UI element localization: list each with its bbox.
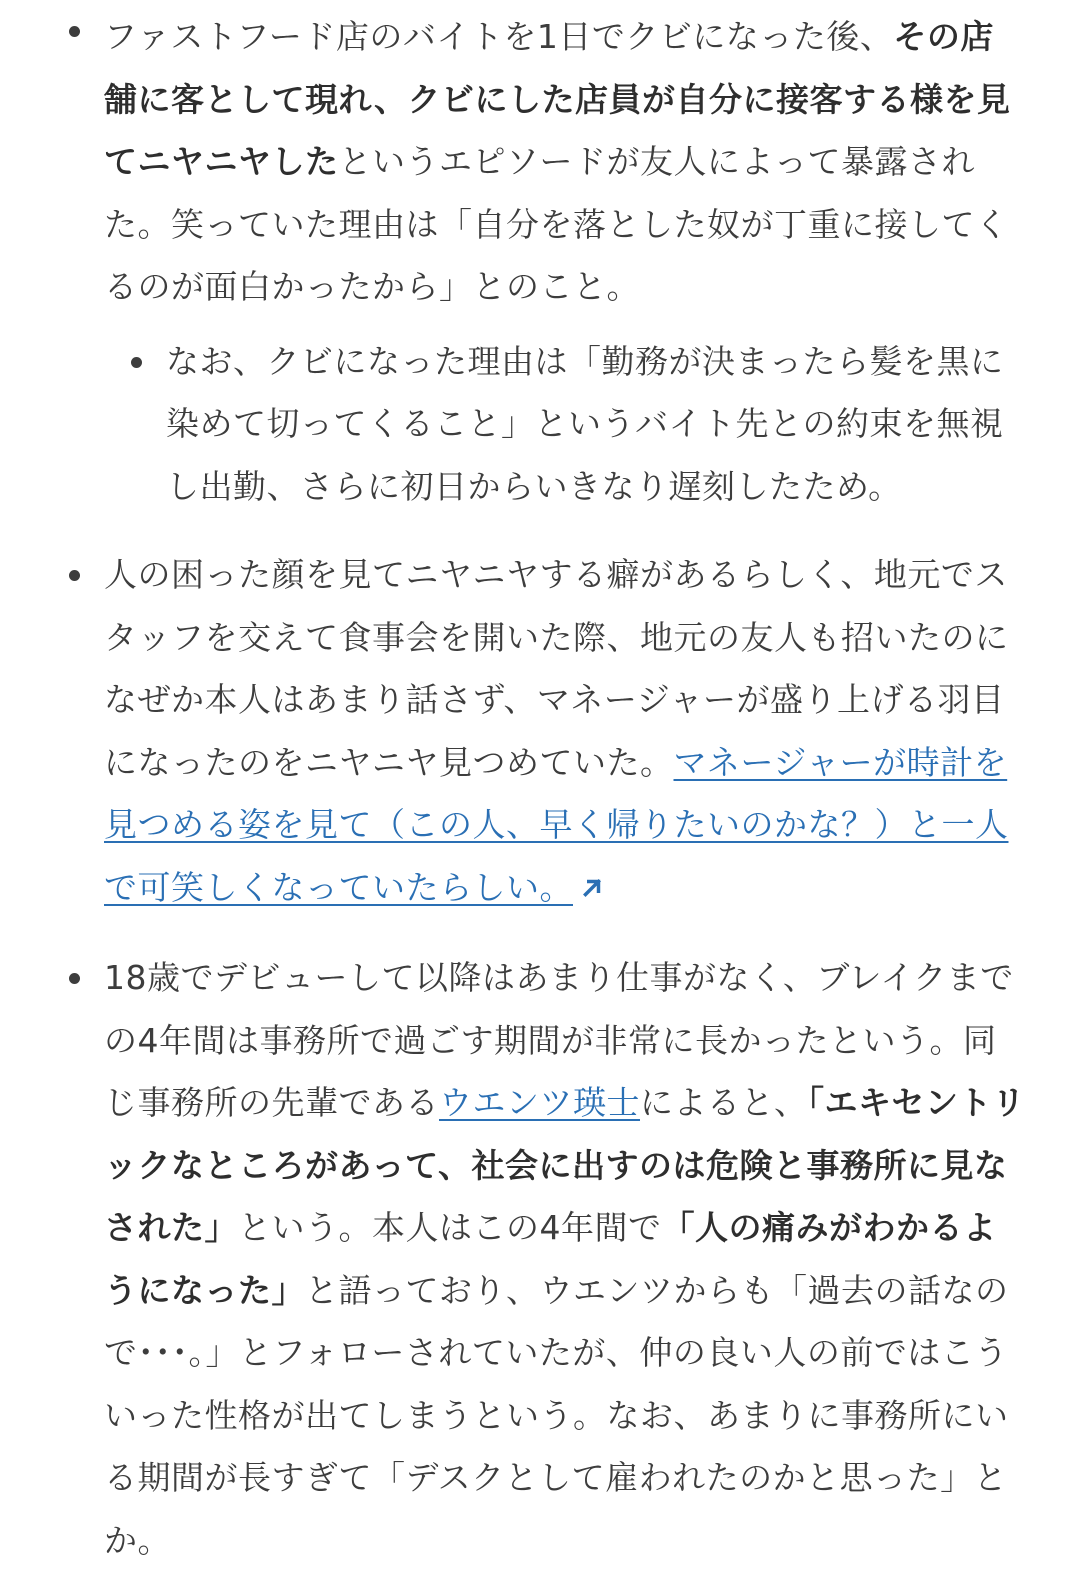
sub-list-item [166,331,1027,519]
reference-link[interactable]: マネージャーが時計を見つめる姿を見て（この人、早く帰りたいのかな？）と一人で可笑しくなっていたらしい。 [104,743,1009,907]
bullet-icon [69,26,80,37]
item-bold-text: 「エキセントリックなところがあって、社会に出すのは危険と事務所に見なされた」 [104,1083,1026,1247]
bullet-icon [69,570,80,581]
item-text: というエピソードが友人によって暴露された。笑っていた理由は「自分を落とした奴が丁重に接してくるのが面白かったから」とのこと。 [104,142,1009,306]
sub-item-text: なお、クビになった理由は「勤務が決まったら髪を黒に染めて切ってくること」というバイト先との約束を無視し出勤、さらに初日からいきなり遅刻したため。 [166,341,1004,506]
person-link[interactable]: ウエンツ瑛士 [439,1083,640,1122]
item-text: 人の困った顔を見てニヤニヤする癖があるらしく、地元でスタッフを交えて食事会を開いた際、地元の友人も招いたのになぜか本人はあまり話さず、マネージャーが盛り上げる羽目になったのをニヤニヤ見つめていた。 [104,555,1009,782]
item-text: によると、 [640,1083,808,1122]
item-text: ファストフード店のバイトを1日でクビになった後、 [104,17,894,56]
list-item [104,544,1027,921]
list-item [104,0,1027,518]
item-bold-text: その店舗に客として現れ、クビにした店員が自分に接客する様を見てニヤニヤした [104,17,1011,181]
list-item [104,947,1027,1572]
external-link-icon [579,859,605,922]
item-text: 18歳でデビューして以降はあまり仕事がなく、ブレイクまでの4年間は事務所で過ごす期間が非常に長かったという。同じ事務所の先輩である [104,958,1014,1122]
sub-list [104,331,1027,519]
bullet-icon [69,973,80,984]
item-bold-text: 「人の痛みがわかるようになった」 [104,1208,997,1310]
item-text: という。本人はこの4年間で [238,1208,662,1247]
bullet-icon [131,357,142,368]
item-text: と語っており、ウエンツからも「過去の話なので･･･。」とフォローされていたが、仲の良い人の前ではこういった性格が出てしまうという。なお、あまりに事務所にいる期間が長すぎて「デスクとして雇われたのかと思った」とか。 [104,1270,1009,1560]
